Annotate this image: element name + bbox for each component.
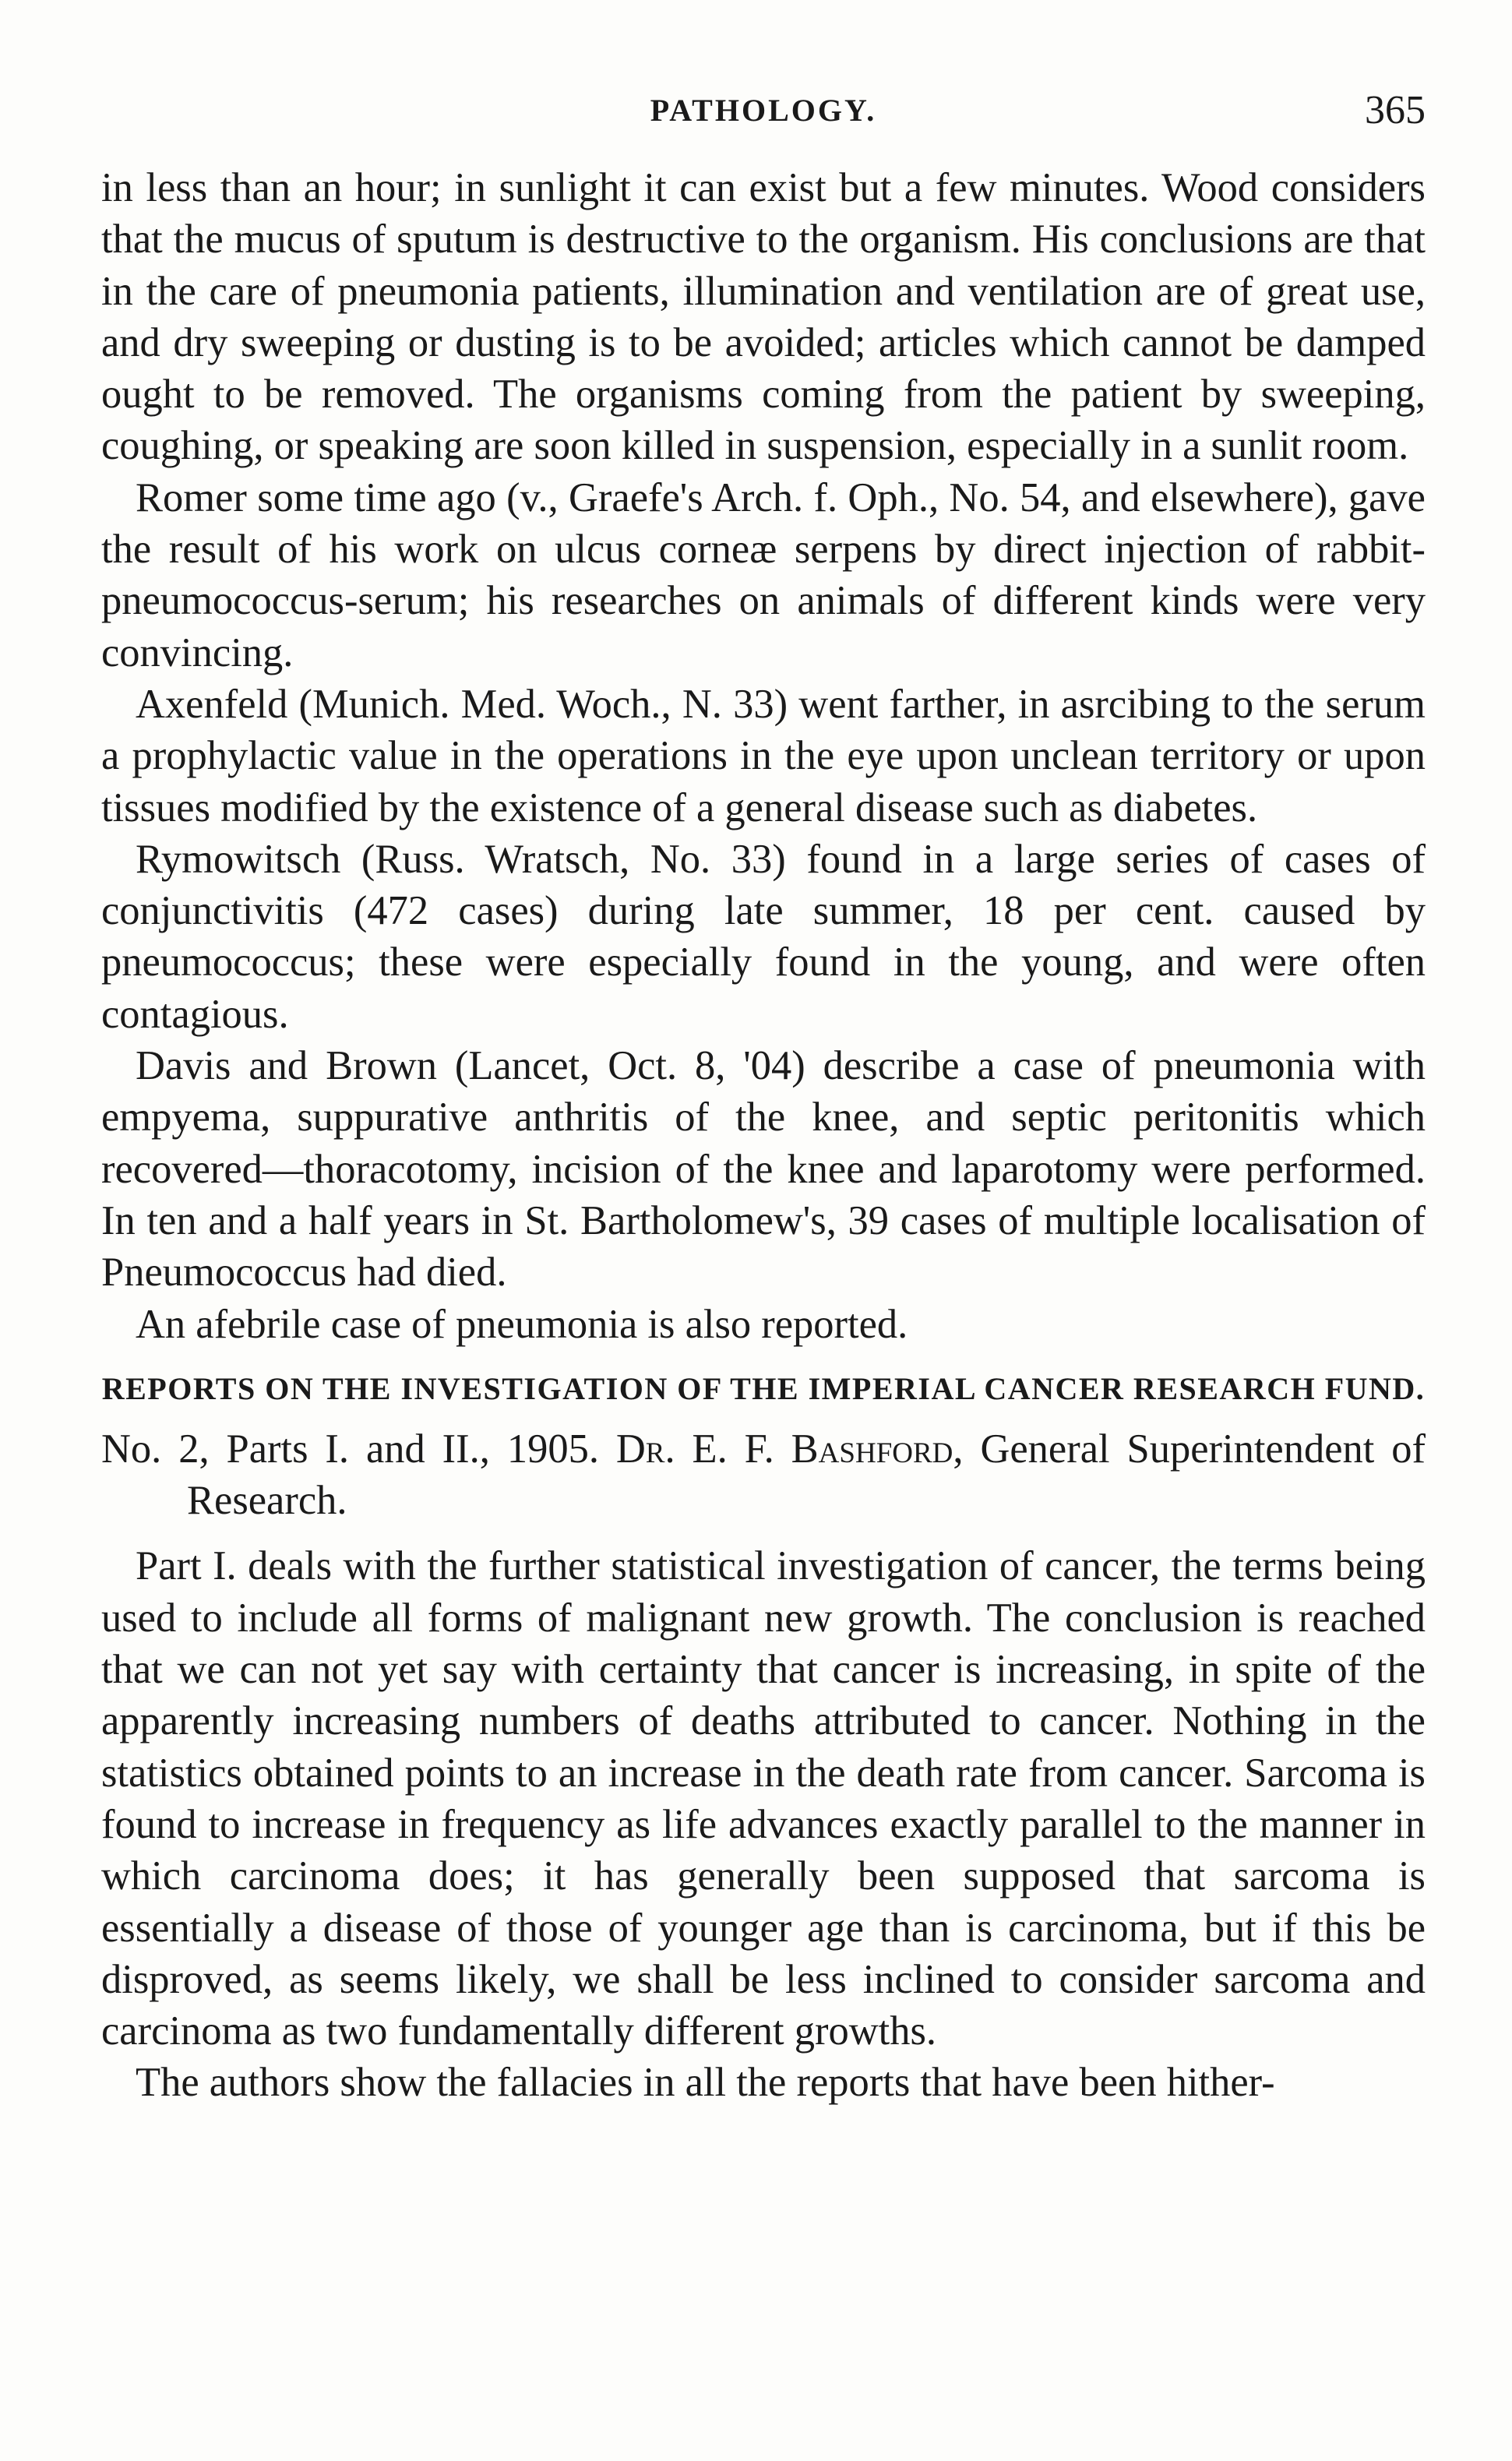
running-head bbox=[101, 88, 1426, 139]
report-ref-prefix: No. 2, Parts I. and II., 1905. bbox=[101, 1426, 599, 1472]
paragraph-romer: Romer some time ago (v., Graefe's Arch. f. Oph., No. 54, and elsewhere), gave the result of his work on ulcus corneæ serpens by direct injection of rabbit-pneumococcus-serum; his researches on animals of different kinds were very convincing. bbox=[101, 474, 1426, 675]
paragraph-fallacies: The authors show the fallacies in all the reports that have been hither- bbox=[136, 2060, 1275, 2106]
body-text bbox=[101, 162, 1426, 2109]
paragraph-afebrile: An afebrile case of pneumonia is also reported. bbox=[136, 1301, 908, 1347]
paragraph-continued: in less than an hour; in sunlight it can exist but a few minutes. Wood considers that the mucus of sputum is destructive to the organism. His conclusions are that in the care of pneumonia patients, illumination and ventilation are of great use, and dry sweeping or dusting is to be avoided; articles which cannot be damped ought to be removed. The organisms coming from the patient by sweeping, coughing, or speaking are soon killed in suspension, especially in a sunlit room. bbox=[101, 165, 1426, 469]
running-title: PATHOLOGY. bbox=[650, 93, 877, 128]
paragraph-part-one: Part I. deals with the further statistical investigation of cancer, the terms being used to include all forms of malignant new growth. The conclusion is reached that we can not yet say with certainty that cancer is increasing, in spite of the apparently increasing numbers of deaths attributed to cancer. Nothing in the statistics obtained points to an increase in the death rate from cancer. Sarcoma is found to increase in frequency as life advances exactly parallel to the manner in which carcinoma does; it has generally been supposed that sarcoma is essentially a disease of those of younger age than is carcinoma, but if this be disproved, as seems likely, we shall be less inclined to consider sarcoma and carcinoma as two fundamentally different growths. bbox=[101, 1543, 1426, 2054]
page-number: 365 bbox=[1365, 88, 1426, 132]
report-ref-author: Dr. E. F. Bashford, bbox=[615, 1426, 964, 1472]
paragraph-axenfeld: Axenfeld (Munich. Med. Woch., N. 33) went farther, in asrcibing to the serum a prophylactic value in the operations in the eye upon unclean territory or upon tissues modified by the existence of a general disease such as diabetes. bbox=[101, 681, 1426, 830]
report-reference bbox=[101, 1423, 1426, 1527]
report-ref-suffix: General Superintendent of Research. bbox=[187, 1426, 1426, 1524]
paragraph-rymowitsch: Rymowitsch (Russ. Wratsch, No. 33) found in a large series of cases of conjunctivitis (472 cases) during late summer, 18 per cent. caused by pneumococcus; these were especially found in the young, and were often contagious. bbox=[101, 836, 1426, 1037]
section-heading: REPORTS ON THE INVESTIGATION OF THE IMPERIAL CANCER RESEARCH FUND. bbox=[101, 1370, 1426, 1406]
paragraph-davis-brown: Davis and Brown (Lancet, Oct. 8, '04) describe a case of pneumonia with empyema, suppurative anthritis of the knee, and septic peritonitis which recovered—thoracotomy, incision of the knee and laparotomy were performed. In ten and a half years in St. Bartholomew's, 39 cases of multiple localisation of Pneumococcus had died. bbox=[101, 1043, 1426, 1296]
